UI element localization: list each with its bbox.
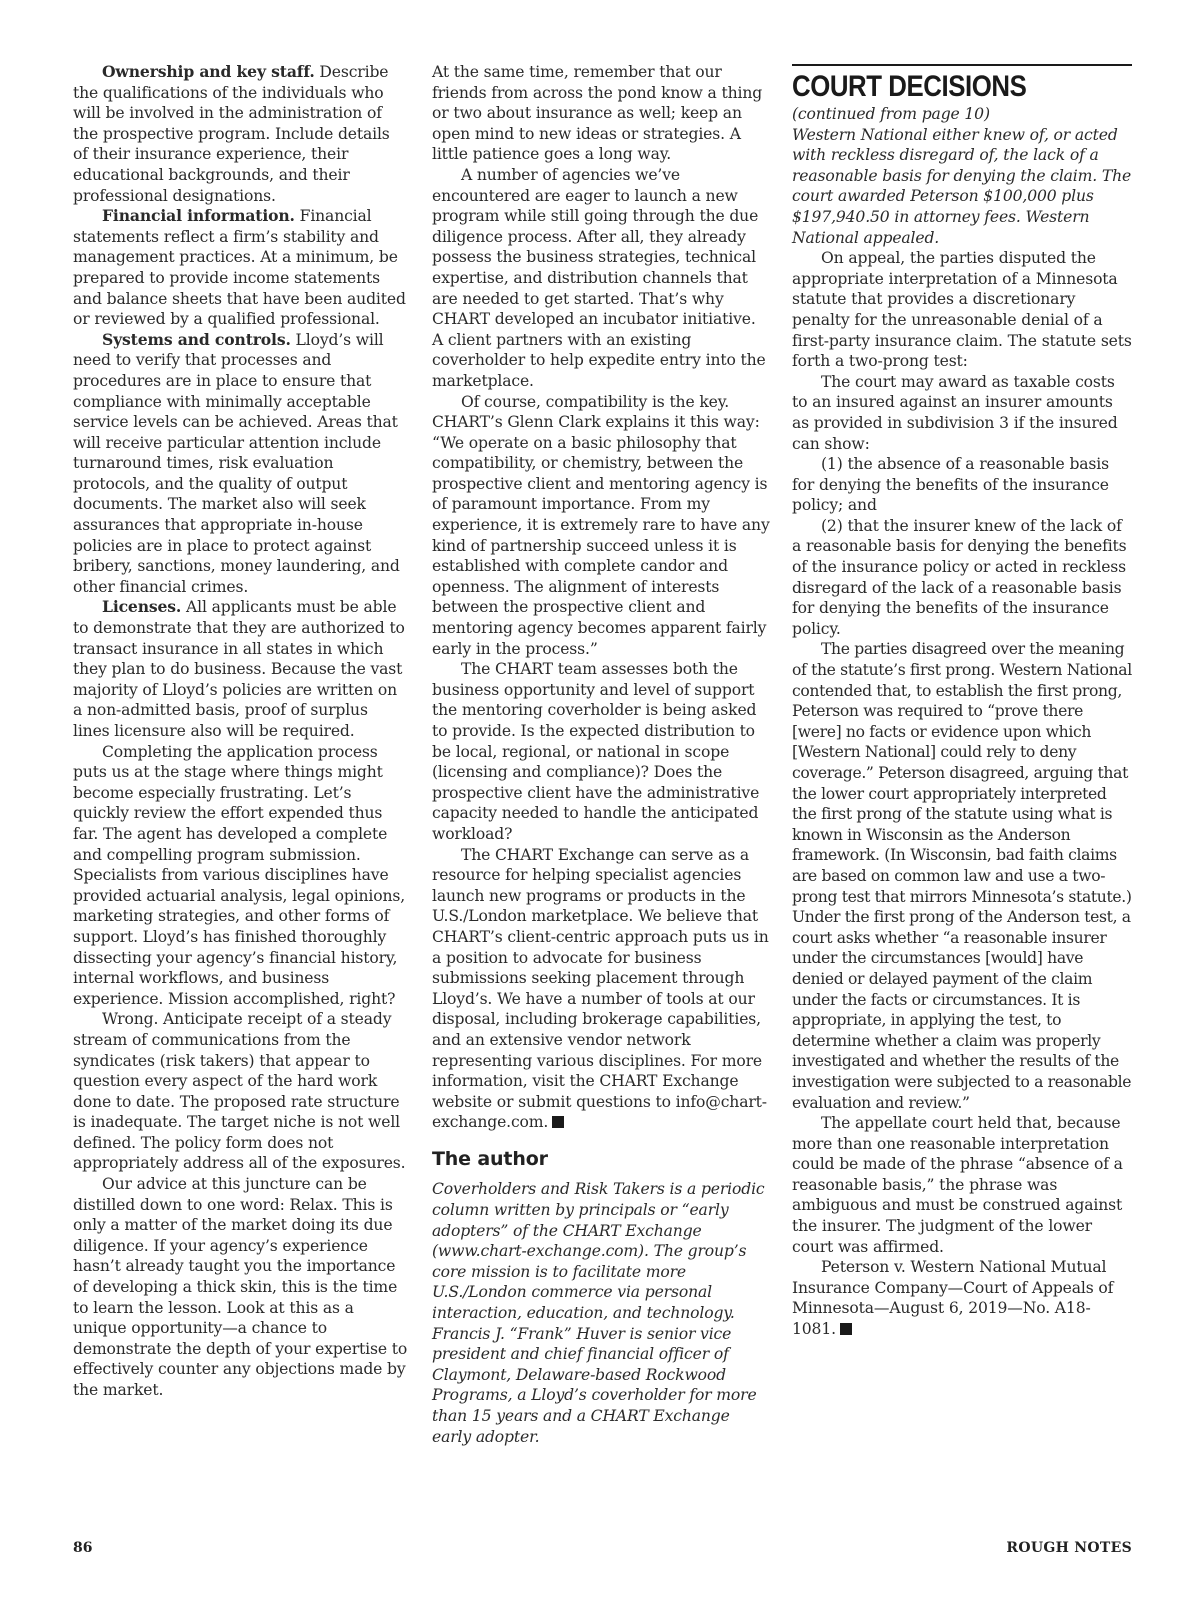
publication-name: ROUGH NOTES — [1006, 1540, 1132, 1556]
citation-text: Peterson v. Western National Mutual Insurance Company—Court of Appeals of Minnesota—August 6, 2019—No. A18-1081. — [792, 1258, 1114, 1339]
paragraph-wrong — [73, 1009, 409, 1174]
column-1 — [73, 62, 409, 1401]
end-mark-icon — [840, 1323, 852, 1335]
paragraph-ownership — [73, 62, 409, 206]
author-bio: Coverholders and Risk Takers is a periodic column written by principals or “early adopters” of the CHART Exchange (www.chart-exchange.com). The group’s core mission is to facilitate more U.S./London commerce via personal interaction, education, and technology. Francis J. “Frank” Huver is senior vice president and chief financial officer of Claymont, Delaware-based Rockwood Programs, a Lloyd’s coverholder for more than 15 years and a CHART Exchange early adopter. — [432, 1180, 765, 1446]
continued-note: (continued from page 10) — [792, 105, 990, 123]
paragraph-advice — [73, 1174, 409, 1401]
statute-quote: The court may award as taxable costs to an insured against an insurer amounts as provided in subdivision 3 if the insured can show: — [792, 372, 1118, 453]
column-3 — [792, 64, 1132, 1340]
page-number: 86 — [73, 1540, 93, 1556]
paragraph-text: The CHART Exchange can serve as a resource for helping specialist agencies launch new programs or products in the U.S./London marketplace. We believe that CHART’s client-centric approach puts us in a position to advocate for business submissions seeking placement through Lloyd’s. We have a number of tools at our disposal, including brokerage capabilities, and an extensive vendor network representing various disciplines. For more information, visit the CHART Exchange website or submit questions to info@chart-exchange.com. — [432, 845, 769, 1132]
paragraph-agencies: A number of agencies we’ve encountered are eager to launch a new program while still going through the due diligence process. After all, they already possess the business strategies, technical expertise, and distribution channels that are needed to get started. That’s why CHART developed an incubator initiative. A client partners with an existing coverholder to help expedite entry into the marketplace. — [432, 165, 766, 390]
case-intro: Western National either knew of, or acted with reckless disregard of, the lack of a reasonable basis for denying the claim. The court awarded Peterson $100,000 plus $197,940.50 in attorney fees. Western National appealed. — [792, 125, 1132, 247]
paragraph-appeal: On appeal, the parties disputed the appropriate interpretation of a Minnesota statute that provides a discretionary penalty for the unreasonable denial of a first-party insurance claim. The statute sets forth a two-prong test: — [792, 249, 1132, 371]
run-in-heading: Financial information. — [102, 206, 295, 226]
run-in-heading: Ownership and key staff. — [102, 62, 315, 81]
paragraph-chart-exchange — [432, 845, 770, 1133]
end-mark-icon — [552, 1116, 564, 1128]
paragraph-held: The appellate court held that, because more than one reasonable interpretation could be made of the phrase “absence of a reasonable basis,” the phrase was ambiguous and must be construed against the insurer. The judgment of the lower court was affirmed. — [792, 1114, 1123, 1256]
paragraph-text: Wrong. Anticipate receipt of a steady stream of communications from the syndicates (risk takers) that appear to question every aspect of the hard work done to date. The proposed rate structure is inadequate. The target niche is not well defined. The policy form does not appropriately address all of the exposures. — [73, 1010, 406, 1173]
run-in-heading: Licenses. — [102, 597, 182, 617]
case-citation — [792, 1257, 1132, 1339]
paragraph-text: Describe the qualifications of the individuals who will be involved in the administration of the prospective program. Include details of their insurance experience, their educational backgrounds, and their professional designations. — [73, 63, 390, 205]
paragraph-chart-team: The CHART team assesses both the business opportunity and level of support the mentoring coverholder is being asked to provide. Is the expected distribution to be local, regional, or national in scope (licensing and compliance)? Does the prospective client have the administrative capacity needed to handle the anticipated workload? — [432, 660, 760, 843]
paragraph-disagreed: The parties disagreed over the meaning of the statute’s first prong. Western National contended that, to establish the first prong, Peterson was required to “prove there [were] no facts or evidence upon which [Western National] could rely to deny coverage.” Peterson disagreed, arguing that the lower court appropriately interpreted the first prong of the statute using what is known in Wisconsin as the Anderson framework. (In Wisconsin, bad faith claims are based on common law and use a two-prong test that mirrors Minnesota’s statute.) Under the first prong of the Anderson test, a court asks whether “a reasonable insurer under the circumstances [would] have denied or delayed payment of the claim under the facts or circumstances. It is appropriate, in applying the test, to determine whether a claim was properly investigated and whether the results of the investigation were subjected to a reasonable evaluation and review.” — [792, 640, 1132, 1112]
column-2 — [432, 62, 770, 1447]
statute-prong-1: (1) the absence of a reasonable basis for denying the benefits of the insurance policy; and — [792, 455, 1109, 515]
paragraph-compatibility: Of course, compatibility is the key. CHART’s Glenn Clark explains it this way: “We operate on a basic philosophy that compatibility, or chemistry, between the prospective client and mentoring agency is of paramount importance. From my experience, it is extremely rare to have any kind of partnership succeed unless it is established with complete candor and openness. The alignment of interests between the prospective client and mentoring agency becomes apparent fairly early in the process.” — [432, 392, 770, 658]
paragraph-systems — [73, 330, 409, 598]
section-rule — [792, 64, 1132, 66]
run-in-heading: Systems and controls. — [102, 329, 291, 349]
paragraph-text: All applicants must be able to demonstrate that they are authorized to transact insurance in all states in which they plan to do business. Because the vast majority of Lloyd’s policies are written on a non-admitted basis, proof of surplus lines licensure also will be required. — [73, 598, 405, 740]
paragraph-licenses — [73, 597, 409, 741]
section-title: COURT DECISIONS — [792, 70, 1027, 103]
paragraph-text: Completing the application process puts us at the stage where things might become especially frustrating. Let’s quickly review the effort expended thus far. The agent has developed a complete and compelling program submission. Specialists from various disciplines have provided actuarial analysis, legal opinions, marketing strategies, and other forms of support. Lloyd’s has finished thoroughly dissecting your agency’s financial history, internal workflows, and business experience. Mission accomplished, right? — [73, 742, 406, 1008]
statute-prong-2: (2) that the insurer knew of the lack of a reasonable basis for denying the benefits of the insurance policy or acted in reckless disregard of the lack of a reasonable basis for denying the benefits of the insurance policy. — [792, 516, 1127, 638]
paragraph-financial — [73, 206, 409, 330]
author-heading: The author — [432, 1147, 548, 1170]
paragraph-completing — [73, 742, 409, 1010]
paragraph-text: Financial statements reflect a firm’s stability and management practices. At a minimum, be prepared to provide income statements and balance sheets that have been audited or reviewed by a qualified professional. — [73, 207, 406, 329]
paragraph-text: Lloyd’s will need to verify that processes and procedures are in place to ensure that compliance with minimally acceptable service levels can be achieved. Areas that will receive particular attention include turnaround times, risk evaluation protocols, and the quality of output documents. The market also will seek assurances that appropriate in-house policies are in place to protect against bribery, sanctions, money laundering, and other financial crimes. — [73, 330, 400, 596]
paragraph-text: Our advice at this juncture can be distilled down to one word: Relax. This is only a matter of the market doing its due diligence. If your agency’s experience hasn’t already taught you the importance of developing a thick skin, this is the time to learn the lesson. Look at this as a unique opportunity—a chance to demonstrate the depth of your expertise to effectively counter any objections made by the market. — [73, 1175, 408, 1399]
paragraph-same-time: At the same time, remember that our friends from across the pond know a thing or two about insurance as well; keep an open mind to new ideas or strategies. A little patience goes a long way. — [432, 63, 763, 164]
